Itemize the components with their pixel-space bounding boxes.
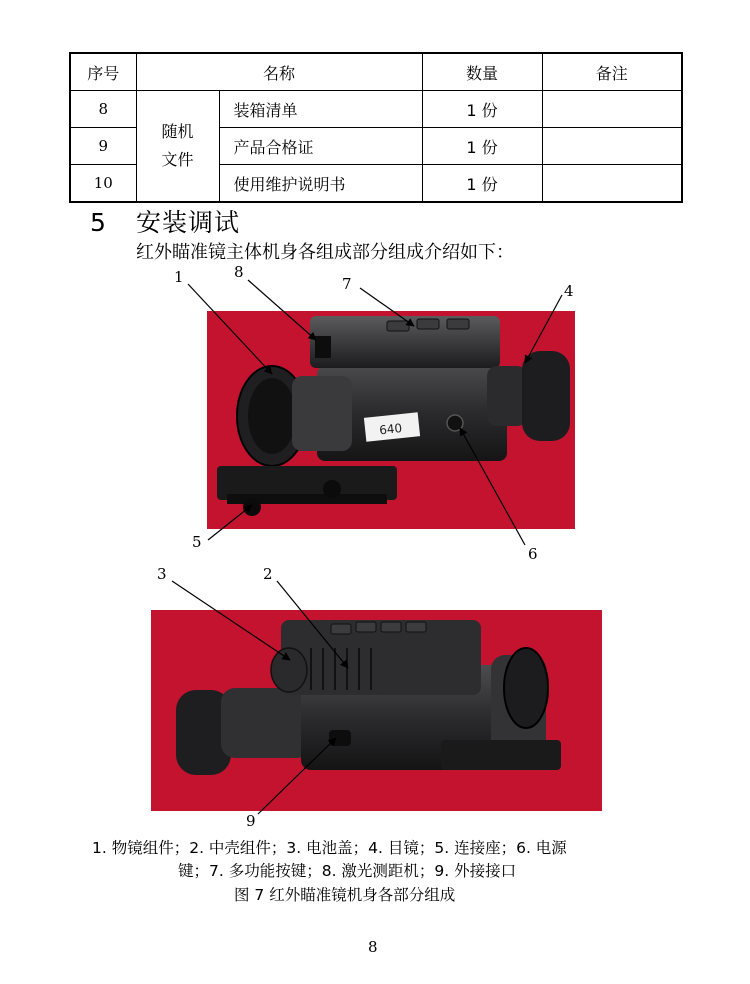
callout-7: 7	[342, 275, 352, 293]
scope-photo-front	[207, 311, 575, 529]
row-item: 使用维护说明书	[219, 165, 422, 203]
accessories-table	[69, 52, 683, 203]
table-row	[70, 91, 682, 128]
caption-line-2: 键；7. 多功能按键；8. 激光测距机；9. 外接接口	[178, 862, 517, 880]
header-quantity: 数量	[422, 53, 542, 91]
row-remarks	[542, 165, 682, 203]
figure-title: 图 7 红外瞄准镜机身各部分组成	[234, 886, 456, 904]
section-number: 5	[90, 208, 107, 237]
table-header-row	[70, 53, 682, 91]
group-label-line1: 随机	[161, 122, 194, 141]
scope-illustration-rear	[151, 610, 602, 811]
row-item: 产品合格证	[219, 128, 422, 165]
row-quantity: 1 份	[422, 128, 542, 165]
section-heading	[90, 203, 240, 239]
row-quantity: 1 份	[422, 165, 542, 203]
intro-paragraph: 红外瞄准镜主体机身各组成部分组成介绍如下：	[136, 242, 514, 263]
row-remarks	[542, 91, 682, 128]
scope-photo-rear	[151, 610, 602, 811]
callout-4: 4	[564, 282, 574, 300]
caption-line-1: 1. 物镜组件；2. 中壳组件；3. 电池盖；4. 目镜；5. 连接座；6. 电源	[92, 839, 567, 857]
row-item: 装箱清单	[219, 91, 422, 128]
row-index: 8	[70, 91, 136, 128]
row-index: 10	[70, 165, 136, 203]
header-index: 序号	[70, 53, 136, 91]
section-title: 安装调试	[136, 208, 241, 237]
callout-9: 9	[246, 812, 256, 830]
scope-illustration-front	[207, 311, 575, 529]
callout-1: 1	[174, 268, 184, 286]
header-remarks: 备注	[542, 53, 682, 91]
page-number: 8	[368, 938, 378, 956]
callout-6: 6	[528, 545, 538, 563]
row-quantity: 1 份	[422, 91, 542, 128]
callout-2: 2	[263, 565, 273, 583]
callout-8: 8	[234, 263, 244, 281]
label-plate-text: 640	[378, 420, 403, 438]
group-label	[136, 91, 219, 203]
header-name: 名称	[136, 53, 422, 91]
row-remarks	[542, 128, 682, 165]
group-label-line2: 文件	[161, 150, 194, 169]
callout-3: 3	[157, 565, 167, 583]
callout-5: 5	[192, 533, 202, 551]
row-index: 9	[70, 128, 136, 165]
